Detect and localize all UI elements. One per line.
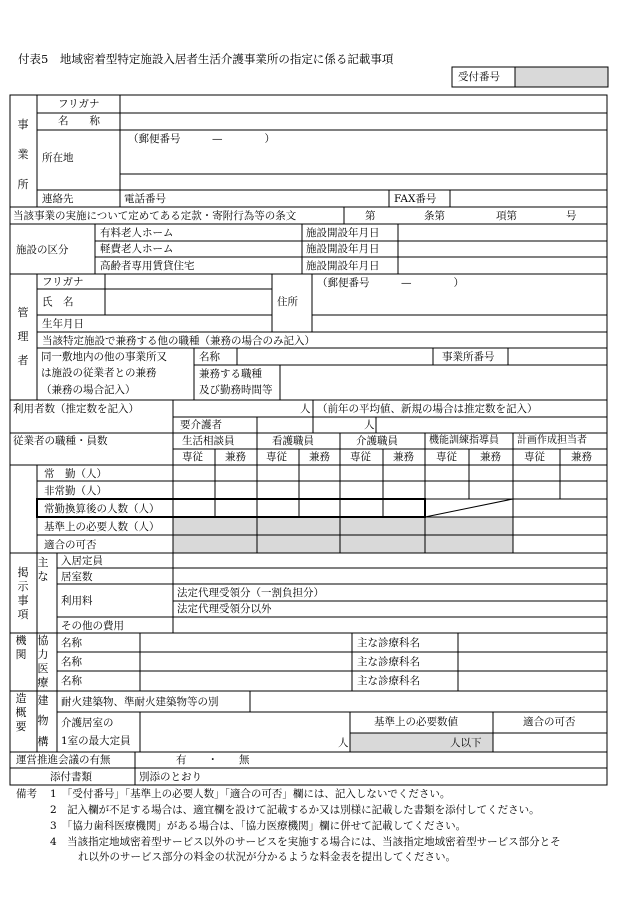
posted-fee: 利用料 — [61, 595, 93, 607]
posted-fee-b: 法定代理受領分以外 — [177, 603, 272, 615]
notes-head: 備考 — [16, 788, 37, 800]
posted-rooms: 居室数 — [61, 571, 93, 583]
staff-role3-dual: 兼務 — [393, 451, 414, 463]
office-fax-label: FAX番号 — [394, 193, 437, 205]
facility-label: 施設の区分 — [16, 244, 69, 256]
building-side2-1: 建 — [37, 694, 49, 707]
articles-go: 号 — [566, 210, 577, 222]
manager-side-2: 理 — [17, 330, 29, 343]
medical-side1-1: 機 — [15, 634, 27, 647]
posted-fee-a: 法定代理受領分（一割負担分） — [177, 587, 324, 599]
articles-dai: 第 — [365, 210, 376, 222]
building-side2-3: 構 — [37, 735, 49, 748]
office-address-label: 所在地 — [42, 152, 74, 164]
manager-furigana-label: フリガナ — [42, 276, 84, 288]
medical-name-1: 名称 — [61, 637, 82, 649]
staff-role-2: 看護職員 — [272, 435, 314, 447]
facility-type-1: 有料老人ホーム — [100, 227, 174, 239]
facility-type-3: 高齢者専用賃貸住宅 — [100, 260, 195, 272]
staff-row-required: 基準上の必要人数（人） — [44, 521, 160, 533]
posted-side2-2: 示 — [17, 580, 29, 593]
staff-role5-full: 専従 — [524, 451, 545, 463]
posted-side1-1: 主 — [37, 556, 49, 569]
staff-role-1: 生活相談員 — [182, 435, 235, 447]
building-side1-2: 概 — [15, 706, 27, 719]
note-3: 3 「協力歯科医療機関」がある場合は、「協力医療機関」欄に併せて記載してください。 — [50, 820, 467, 832]
office-furigana-label: フリガナ — [58, 98, 100, 110]
staff-role1-dual: 兼務 — [225, 451, 246, 463]
office-side-1: 事 — [17, 118, 29, 131]
medical-side2-4: 療 — [37, 676, 49, 689]
facility-open-date-1: 施設開設年月日 — [306, 227, 380, 239]
manager-address-label: 住所 — [277, 296, 298, 308]
users-label: 利用者数（推定数を記入） — [13, 403, 139, 415]
council-value: 有 ・ 無 — [176, 754, 250, 766]
manager-birth-label: 生年月日 — [42, 318, 84, 330]
office-postal: （郵便番号 — ） — [128, 133, 275, 145]
note-4: 4 当該指定地域密着型サービス以外のサービスを実施する場合には、当該指定地域密着型サービス部分とそ — [50, 836, 561, 848]
staff-row-converted: 常勤換算後の人数（人） — [44, 503, 160, 515]
attach-value: 別添のとおり — [139, 771, 202, 783]
staff-role5-dual: 兼務 — [571, 451, 592, 463]
medical-side2-3: 医 — [37, 662, 49, 675]
building-fit: 適合の可否 — [523, 716, 576, 728]
posted-side2-1: 掲 — [17, 566, 29, 579]
manager-concurrent-label: 当該特定施設で兼務する他の職種（兼務の場合のみ記入） — [42, 335, 315, 347]
medical-name-3: 名称 — [61, 675, 82, 687]
users-care-label: 要介護者 — [180, 419, 222, 431]
staff-role-4: 機能訓練指導員 — [429, 435, 499, 446]
form-title: 付表5 地域密着型特定施設入居者生活介護事業所の指定に係る記載事項 — [18, 52, 394, 66]
medical-side2-1: 協 — [37, 634, 49, 647]
council-label: 運営推進会議の有無 — [16, 754, 111, 766]
attach-label: 添付書類 — [50, 771, 92, 783]
facility-type-2: 軽費老人ホーム — [100, 243, 174, 255]
staff-role2-full: 専従 — [266, 451, 287, 463]
manager-office-no-label: 事業所番号 — [442, 351, 495, 363]
note-4-cont: れ以外のサービス部分の料金の状況が分かるような料金表を提出してください。 — [78, 851, 456, 863]
staff-role3-full: 専従 — [350, 451, 371, 463]
office-phone-label: 電話番号 — [124, 193, 166, 205]
medical-dept-2: 主な診療科名 — [357, 656, 420, 668]
staff-label: 従業者の職種・員数 — [13, 435, 108, 447]
staff-role2-dual: 兼務 — [309, 451, 330, 463]
office-side-2: 業 — [17, 148, 29, 161]
building-side1-1: 造 — [15, 692, 27, 705]
medical-dept-3: 主な診療科名 — [357, 675, 420, 687]
office-side-3: 所 — [17, 178, 29, 191]
building-side2-2: 物 — [37, 714, 49, 727]
medical-name-2: 名称 — [61, 656, 82, 668]
medical-side2-2: 力 — [37, 648, 49, 661]
manager-other-office-2: は施設の従業者との兼務 — [41, 367, 157, 379]
staff-role-3: 介護職員 — [356, 435, 398, 447]
building-room-cap-2: 1室の最大定員 — [61, 735, 131, 747]
manager-duty-2: 及び勤務時間等 — [199, 384, 273, 396]
note-2: 2 記入欄が不足する場合は、適宜欄を設けて記載するか又は別様に記載した書類を添付してください。 — [50, 804, 540, 816]
staff-row-part: 非常勤（人） — [44, 485, 107, 497]
staff-row-fit: 適合の可否 — [44, 539, 97, 551]
staff-role-5: 計画作成担当者 — [517, 435, 587, 446]
articles-label: 当該事業の実施について定めてある定款・寄附行為等の条文 — [13, 210, 297, 222]
manager-other-name-label: 名称 — [199, 351, 220, 363]
building-side1-3: 要 — [15, 720, 27, 733]
manager-other-office-3: （兼務の場合記入） — [41, 384, 136, 396]
staff-role1-full: 専従 — [182, 451, 203, 463]
office-name-label: 名 称 — [58, 115, 100, 127]
manager-side-3: 者 — [17, 354, 29, 367]
users-unit: 人 — [300, 403, 311, 415]
office-contact-label: 連絡先 — [42, 193, 74, 205]
manager-other-office-1: 同一敷地内の他の事業所又 — [41, 351, 167, 363]
posted-side1-2: な — [37, 570, 49, 583]
building-unit: 人 — [338, 737, 349, 749]
note-1: 1 「受付番号」「基準上の必要人数」「適合の可否」欄には、記入しないでください。 — [50, 788, 451, 800]
users-care-unit: 人 — [364, 419, 375, 431]
building-required: 基準上の必要数値 — [374, 716, 458, 728]
facility-open-date-2: 施設開設年月日 — [306, 243, 380, 255]
manager-name-label: 氏 名 — [42, 296, 74, 308]
medical-side1-2: 関 — [15, 648, 27, 661]
posted-side2-4: 項 — [17, 608, 29, 621]
building-room-cap-1: 介護居室の — [61, 717, 114, 729]
articles-ko: 項第 — [496, 210, 517, 222]
manager-duty-1: 兼務する職種 — [199, 368, 262, 380]
posted-side2-3: 事 — [17, 594, 29, 607]
staff-role4-full: 専従 — [436, 451, 457, 463]
users-note: （前年の平均値、新規の場合は推定数を記入） — [317, 403, 538, 415]
facility-open-date-3: 施設開設年月日 — [306, 260, 380, 272]
building-below: 人以下 — [450, 737, 482, 749]
manager-side-1: 管 — [17, 306, 29, 319]
articles-jo: 条第 — [424, 210, 445, 222]
posted-residents: 入居定員 — [61, 555, 103, 567]
posted-other-cost: その他の費用 — [61, 620, 124, 632]
manager-postal: （郵便番号 — ） — [317, 277, 464, 289]
staff-role4-dual: 兼務 — [480, 451, 501, 463]
receipt-label: 受付番号 — [458, 71, 500, 83]
medical-dept-1: 主な診療科名 — [357, 637, 420, 649]
staff-row-full: 常 勤（人） — [44, 468, 107, 480]
building-fireproof: 耐火建築物、準耐火建築物等の別 — [61, 696, 219, 708]
